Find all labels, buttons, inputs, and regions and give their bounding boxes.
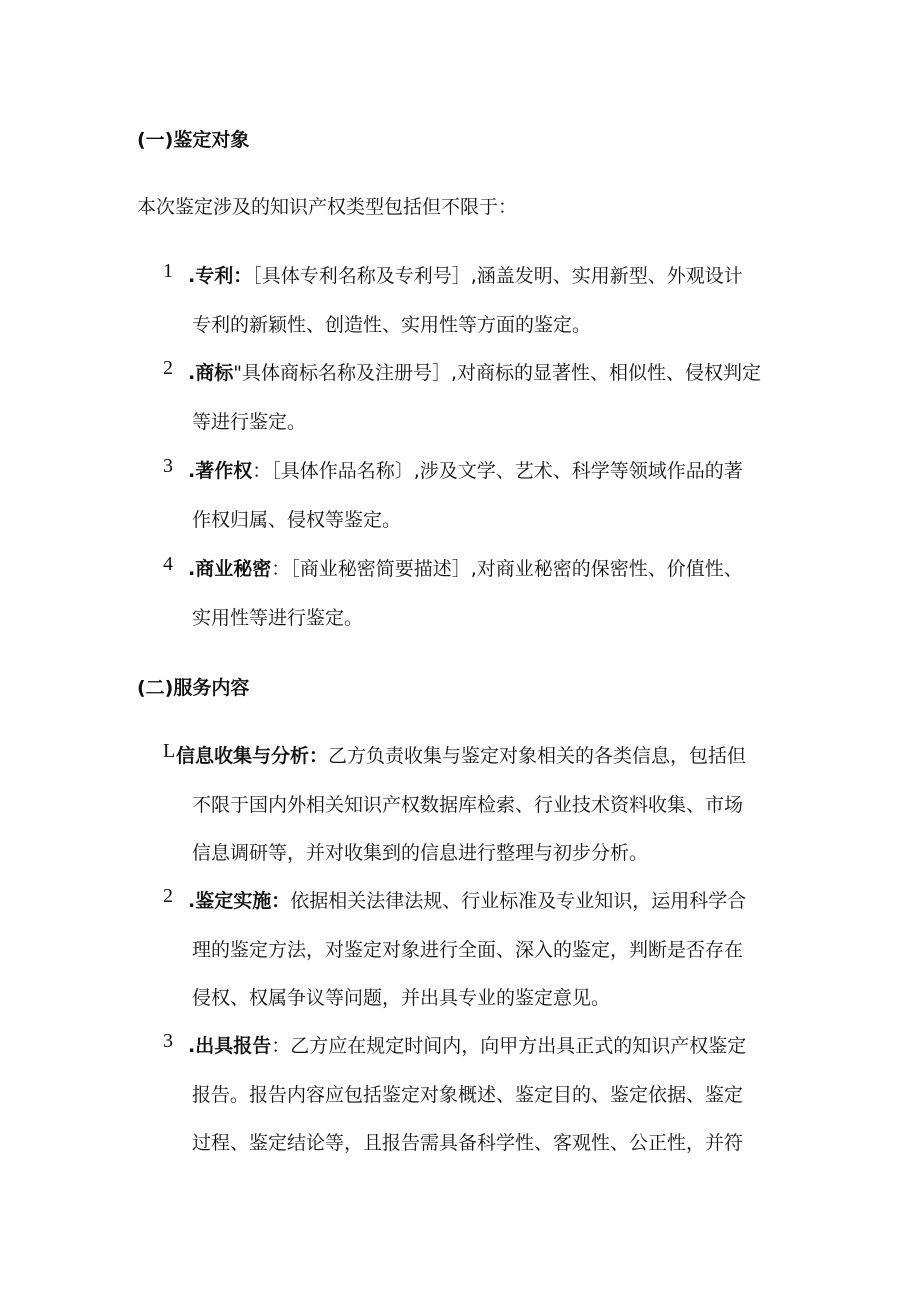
section2-item2-line1 <box>188 886 746 913</box>
section2-item2-number: 2 <box>163 885 173 907</box>
section1-item2-text: "具体商标名称及注册号］,对商标的显著性、相似性、侵权判定 <box>233 362 761 384</box>
section2-item3-title: .出具报告 <box>188 1035 272 1057</box>
section2-item3-line2: 报告。报告内容应包括鉴定对象概述、鉴定目的、鉴定依据、鉴定 <box>192 1084 744 1106</box>
section2-item1-title: 信息收集与分析： <box>176 745 329 767</box>
section1-item3-line1 <box>188 456 743 483</box>
section1-item1-line1 <box>188 261 743 288</box>
section1-item4-title: .商业秘密 <box>188 558 272 580</box>
section1-item1-number: 1 <box>163 260 173 282</box>
section2-item1-number: L <box>163 740 176 762</box>
section1-item3-title: .著作权 <box>188 460 253 482</box>
section1-item2-line1 <box>188 358 761 385</box>
section1-item3-number: 3 <box>163 455 173 477</box>
section2-item3-line1 <box>188 1031 746 1058</box>
section1-item4-line2: 实用性等进行鉴定。 <box>192 607 364 629</box>
section2-item1-line2: 不限于国内外相关知识产权数据库检索、行业技术资料收集、市场 <box>192 794 744 816</box>
section1-heading: (一)鉴定对象 <box>137 129 250 151</box>
section1-item4-line1 <box>188 554 743 581</box>
section1-item1-title: .专利： <box>188 265 253 287</box>
section1-item1-line2: 专利的新颖性、创造性、实用性等方面的鉴定。 <box>192 314 592 336</box>
section1-item3-text: ：［具体作品名称〕,涉及文学、艺术、科学等领域作品的著 <box>252 460 743 482</box>
section1-item4-text: ：［商业秘密简要描述］,对商业秘密的保密性、价值性、 <box>271 558 743 580</box>
section1-item2-number: 2 <box>163 357 173 379</box>
section2-item2-title: .鉴定实施： <box>188 890 291 912</box>
section2-item2-line3: 侵权、权属争议等问题，并出具专业的鉴定意见。 <box>192 987 611 1009</box>
section1-item3-line2: 作权归属、侵权等鉴定。 <box>192 509 402 531</box>
section2-item1-line3: 信息调研等，并对收集到的信息进行整理与初步分析。 <box>192 842 649 864</box>
section2-item1-text: 乙方负责收集与鉴定对象相关的各类信息，包括但 <box>328 745 747 767</box>
section1-item2-line2: 等进行鉴定。 <box>192 411 307 433</box>
section2-item2-text: 依据相关法律法规、行业标准及专业知识，运用科学合 <box>290 890 747 912</box>
section2-item3-line3: 过程、鉴定结论等，且报告需具备科学性、客观性、公正性，并符 <box>192 1132 744 1154</box>
section1-item1-text: ［具体专利名称及专利号］,涵盖发明、实用新型、外观设计 <box>252 265 743 287</box>
section1-item4-number: 4 <box>163 553 173 575</box>
section1-intro: 本次鉴定涉及的知识产权类型包括但不限于： <box>137 196 518 218</box>
section2-item2-line2: 理的鉴定方法，对鉴定对象进行全面、深入的鉴定，判断是否存在 <box>192 939 744 961</box>
section2-item1-line1 <box>176 741 746 768</box>
section2-item3-text: ：乙方应在规定时间内，向甲方出具正式的知识产权鉴定 <box>271 1035 747 1057</box>
section2-heading: (二)服务内容 <box>137 677 250 699</box>
section1-item2-title: .商标 <box>188 362 234 384</box>
section2-item3-number: 3 <box>163 1030 173 1052</box>
